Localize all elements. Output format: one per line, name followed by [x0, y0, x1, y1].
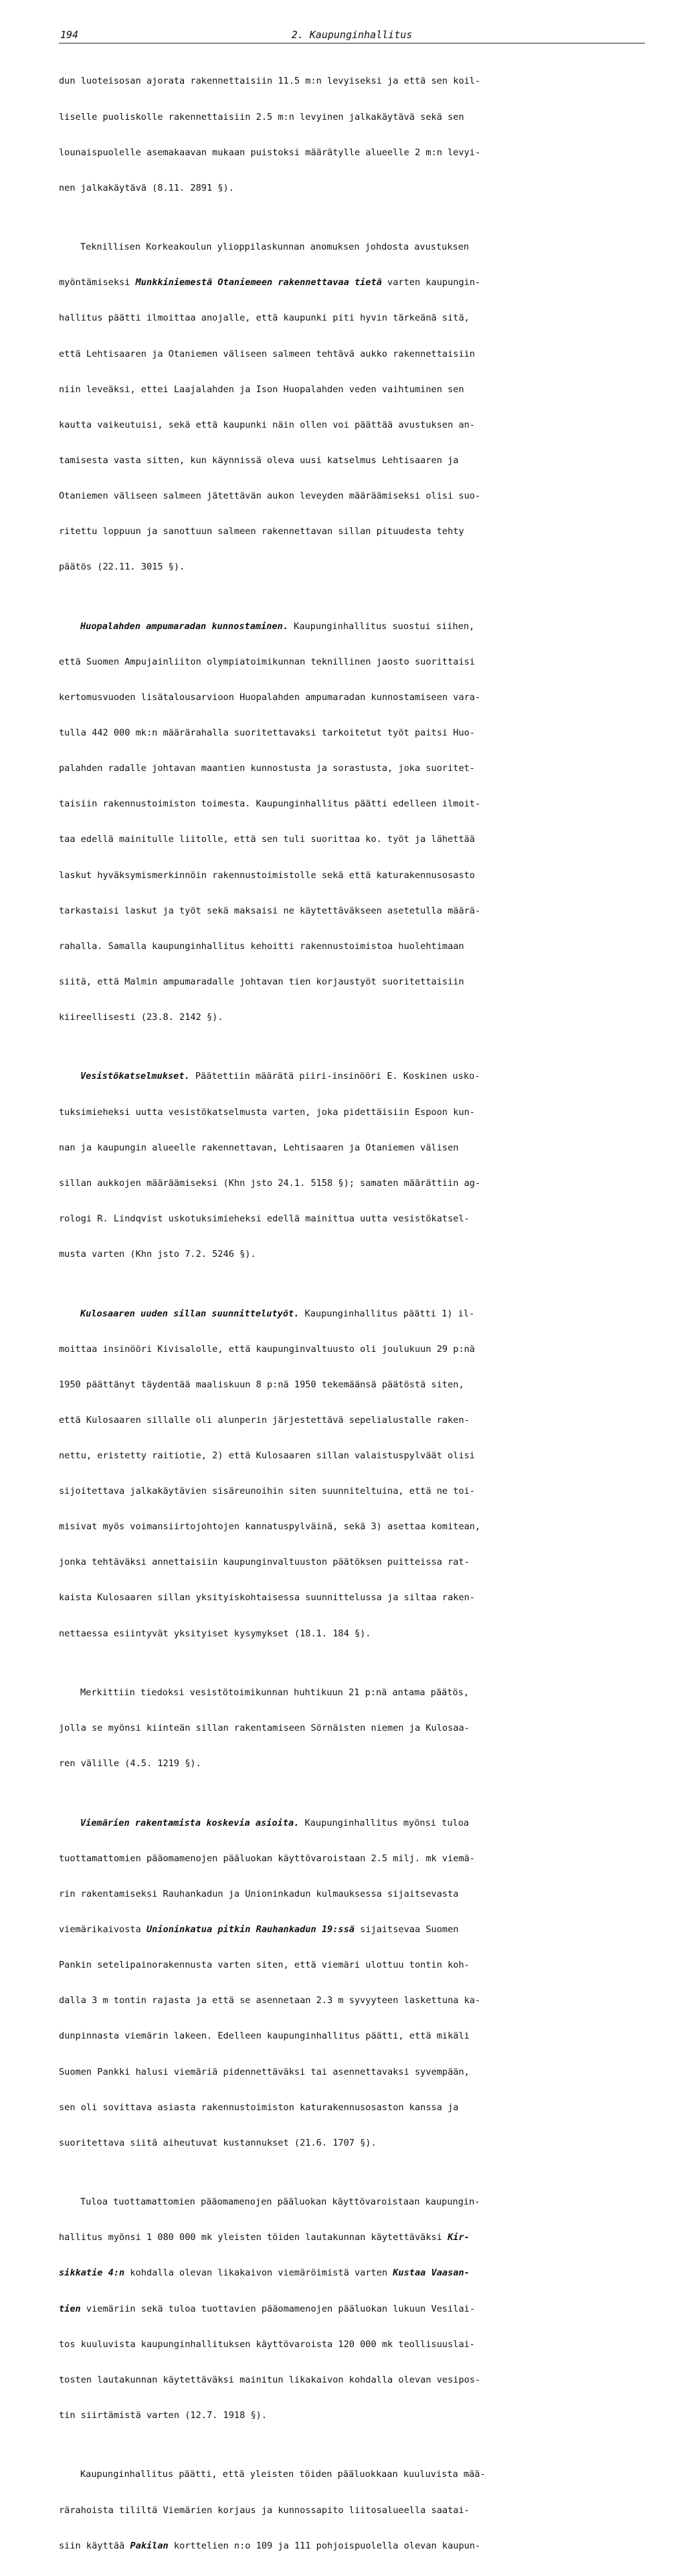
- text-line: Tuloa tuottamattomien pääomamenojen pääluokan käyttövaroistaan kaupungin-: [80, 2197, 480, 2208]
- paragraph-vesistokatselmukset: [59, 1047, 645, 1284]
- paragraph-huopalahden: [59, 597, 645, 1047]
- text-line: Vesistökatselmukset. Päätettiin määrätä piiri-insinööri E. Koskinen usko-: [80, 1071, 480, 1082]
- text-line: ren välille (4.5. 1219 §).: [59, 1758, 201, 1770]
- text-line: tuottamattomien pääomamenojen pääluokan käyttövaroistaan 2.5 milj. mk viemä-: [59, 1853, 475, 1864]
- text-line: siin käyttää Pakilan korttelien n:o 109 ja 111 pohjoispuolella olevan kaupun-: [59, 2540, 481, 2551]
- text-line: tosten lautakunnan käytettäväksi mainitun likakaivon kohdalla olevan vesipos-: [59, 2374, 481, 2385]
- text-line: Kaupunginhallitus päätti, että yleisten töiden pääluokkaan kuuluvista mää-: [80, 2469, 486, 2480]
- page-body: [59, 52, 645, 2576]
- text-line: tarkastaisi laskut ja työt sekä maksaisi ne käytettäväkseen asetetulla määrä-: [59, 905, 481, 916]
- text-line: rin rakentamiseksi Rauhankadun ja Unioninkadun kulmauksessa sijaitsevasta: [59, 1888, 459, 1899]
- page-header: [59, 27, 645, 41]
- paragraph-kaupunginhallitus-paatti: [59, 2445, 645, 2576]
- text-line: nettaessa esiintyvät yksityiset kysymykset (18.1. 184 §).: [59, 1628, 371, 1639]
- text-line: tos kuuluvista kaupunginhallituksen käyttövaroista 120 000 mk teollisuuslai-: [59, 2338, 475, 2350]
- text-line: Otaniemen väliseen salmeen jätettävän aukon leveyden määräämiseksi olisi suo-: [59, 491, 481, 502]
- text-line: niin leveäksi, ettei Laajalahden ja Ison Huopalahden veden vaihtuminen sen: [59, 383, 464, 395]
- italic-phrase: Pakilan: [130, 2540, 169, 2551]
- section-heading: Viemärien rakentamista koskevia asioita.: [80, 1817, 300, 1828]
- text-line: jonka tehtäväksi annettaisiin kaupunginvaltuuston päätöksen puitteissa rat-: [59, 1557, 470, 1568]
- text-line: rologi R. Lindqvist uskotuksimieheksi edellä mainittua uutta vesistökatsel-: [59, 1213, 470, 1224]
- text-line: Huopalahden ampumaradan kunnostaminen. Kaupunginhallitus suostui siihen,: [80, 620, 475, 632]
- paragraph-kulosaari: [59, 1284, 645, 1664]
- text-line: siitä, että Malmin ampumaradalle johtavan tien korjaustyöt suoritettaisiin: [59, 976, 464, 987]
- text-line: hallitus päätti ilmoittaa anojalle, että kaupunki piti hyvin tärkeänä sitä,: [59, 313, 470, 324]
- text-line: myöntämiseksi Munkkiniemestä Otaniemeen rakennettavaa tietä varten kaupungin-: [59, 277, 481, 288]
- text-line: lounaispuolelle asemakaavan mukaan puistoksi määrätylle alueelle 2 m:n levyi-: [59, 147, 481, 158]
- text-line: sen oli sovittava asiasta rakennustoimiston katurakennusosaston kanssa ja: [59, 2101, 459, 2113]
- text-line: Suomen Pankki halusi viemäriä pidennettäväksi tai asennettavaksi syvempään,: [59, 2066, 470, 2077]
- text-line: Teknillisen Korkeakoulun ylioppilaskunnan anomuksen johdosta avustuksen: [80, 242, 470, 253]
- text-line: kautta vaikeutuisi, sekä että kaupunki näin ollen voi päättää avustuksen an-: [59, 419, 475, 430]
- text-line: rärahoista tililtä Viemärien korjaus ja kunnossapito liitosalueella saatai-: [59, 2504, 470, 2516]
- text-line: dun luoteisosan ajorata rakennettaisiin 11.5 m:n levyiseksi ja että sen koil-: [59, 76, 481, 87]
- text-line: sillan aukkojen määräämiseksi (Khn jsto 24.1. 5158 §); samaten määrättiin ag-: [59, 1177, 481, 1189]
- text-line: kaista Kulosaaren sillan yksityiskohtaisessa suunnittelussa ja siltaa raken-: [59, 1592, 475, 1604]
- text-line: sijoitettava jalkakäytävien sisäreunoihin siten suunniteltuina, että ne toi-: [59, 1486, 475, 1497]
- text-line: päätös (22.11. 3015 §).: [59, 562, 185, 573]
- italic-phrase: Munkkiniemestä Otaniemeen rakennettavaa tietä: [135, 277, 382, 288]
- section-heading: Huopalahden ampumaradan kunnostaminen.: [80, 620, 288, 632]
- text-line: musta varten (Khn jsto 7.2. 5246 §).: [59, 1249, 256, 1260]
- paragraph-tuloa: [59, 2173, 645, 2445]
- text-line: että Lehtisaaren ja Otaniemen väliseen salmeen tehtävä aukko rakennettaisiin: [59, 348, 475, 359]
- italic-phrase: Kustaa Vaasan-: [393, 2267, 470, 2279]
- paragraph-continuation: [59, 52, 645, 218]
- text-line: tamisesta vasta sitten, kun käynnissä oleva uusi katselmus Lehtisaaren ja: [59, 454, 459, 466]
- paragraph-merkittiin: [59, 1664, 645, 1794]
- text-line: nen jalkakäytävä (8.11. 2891 §).: [59, 182, 234, 193]
- text-line: suoritettava siitä aiheutuvat kustannukset (21.6. 1707 §).: [59, 2137, 377, 2148]
- text-line: kiireellisesti (23.8. 2142 §).: [59, 1011, 223, 1023]
- text-line: ritettu loppuun ja sanottuun salmeen rakennettavan sillan pituudesta tehty: [59, 526, 464, 537]
- text-line: että Kulosaaren sillalle oli alunperin järjestettävä sepelialustalle raken-: [59, 1414, 470, 1426]
- text-line: tin siirtämistä varten (12.7. 1918 §).: [59, 2409, 267, 2421]
- text-line: 1950 päättänyt täydentää maaliskuun 8 p:nä 1950 tekemäänsä päätöstä siten,: [59, 1379, 464, 1390]
- text-line: liselle puoliskolle rakennettaisiin 2.5 m:n levyinen jalkakäytävä sekä sen: [59, 111, 464, 122]
- text-line: dalla 3 m tontin rajasta ja että se asennetaan 2.3 m syvyyteen laskettuna ka-: [59, 1995, 481, 2006]
- text-line: viemärikaivosta Unioninkatua pitkin Rauhankadun 19:ssä sijaitsevaa Suomen: [59, 1924, 459, 1936]
- paragraph-viemarit: [59, 1794, 645, 2173]
- header-rule: [59, 43, 645, 44]
- text-line: moittaa insinööri Kivisalolle, että kaupunginvaltuusto oli joulukuun 29 p:nä: [59, 1343, 475, 1355]
- document-page: [59, 27, 645, 2576]
- running-head: 2. Kaupunginhallitus: [291, 29, 413, 41]
- section-heading: Vesistökatselmukset.: [80, 1071, 190, 1082]
- text-line: että Suomen Ampujainliiton olympiatoimikunnan teknillinen jaosto suorittaisi: [59, 656, 475, 667]
- text-line: Merkittiin tiedoksi vesistötoimikunnan huhtikuun 21 p:nä antama päätös,: [80, 1687, 470, 1699]
- italic-phrase: tien: [59, 2303, 81, 2314]
- text-line: laskut hyväksymismerkinnöin rakennustoimistolle sekä että katurakennusosasto: [59, 869, 475, 881]
- text-line: nettu, eristetty raitiotie, 2) että Kulosaaren sillan valaistuspylväät olisi: [59, 1450, 475, 1461]
- section-heading: Kulosaaren uuden sillan suunnittelutyöt.: [80, 1308, 300, 1319]
- text-line: sikkatie 4:n kohdalla olevan likakaivon viemäröimistä varten Kustaa Vaasan-: [59, 2267, 470, 2279]
- text-line: Kulosaaren uuden sillan suunnittelutyöt. Kaupunginhallitus päätti 1) il-: [80, 1308, 475, 1319]
- text-line: taa edellä mainitulle liitolle, että sen tuli suorittaa ko. työt ja lähettää: [59, 834, 475, 845]
- text-line: jolla se myönsi kiinteän sillan rakentamiseen Sörnäisten niemen ja Kulosaa-: [59, 1723, 470, 1734]
- text-line: misivat myös voimansiirtojohtojen kannatuspylväinä, sekä 3) asettaa komitean,: [59, 1521, 481, 1533]
- text-line: kertomusvuoden lisätalousarvioon Huopalahden ampumaradan kunnostamiseen vara-: [59, 691, 481, 703]
- italic-phrase: sikkatie 4:n: [59, 2267, 125, 2279]
- text-line: palahden radalle johtavan maantien kunnostusta ja sorastusta, joka suoritet-: [59, 763, 475, 774]
- text-line: nan ja kaupungin alueelle rakennettavan, Lehtisaaren ja Otaniemen välisen: [59, 1142, 459, 1153]
- text-line: taisiin rakennustoimiston toimesta. Kaupunginhallitus päätti edelleen ilmoit-: [59, 798, 481, 810]
- text-line: Pankin setelipainorakennusta varten siten, että viemäri ulottuu tontin koh-: [59, 1960, 470, 1971]
- text-line: tulla 442 000 mk:n määrärahalla suoritettavaksi tarkoitetut työt paitsi Huo-: [59, 727, 475, 739]
- text-line: tuksimieheksi uutta vesistökatselmusta varten, joka pidettäisiin Espoon kun-: [59, 1106, 475, 1118]
- italic-phrase: Unioninkatua pitkin Rauhankadun 19:ssä: [146, 1924, 355, 1936]
- text-line: rahalla. Samalla kaupunginhallitus kehoitti rakennustoimistoa huolehtimaan: [59, 940, 464, 952]
- text-line: tien viemäriin sekä tuloa tuottavien pääomamenojen pääluokan lukuun Vesilai-: [59, 2303, 476, 2314]
- page-number: 194: [60, 29, 79, 41]
- paragraph-teknillinen: [59, 218, 645, 598]
- text-line: hallitus myönsi 1 080 000 mk yleisten töiden lautakunnan käytettäväksi Kir-: [59, 2232, 470, 2243]
- text-line: Viemärien rakentamista koskevia asioita. Kaupunginhallitus myönsi tuloa: [80, 1817, 470, 1828]
- text-line: dunpinnasta viemärin lakeen. Edelleen kaupunginhallitus päätti, että mikäli: [59, 2031, 470, 2042]
- italic-phrase: Kir-: [448, 2232, 470, 2243]
